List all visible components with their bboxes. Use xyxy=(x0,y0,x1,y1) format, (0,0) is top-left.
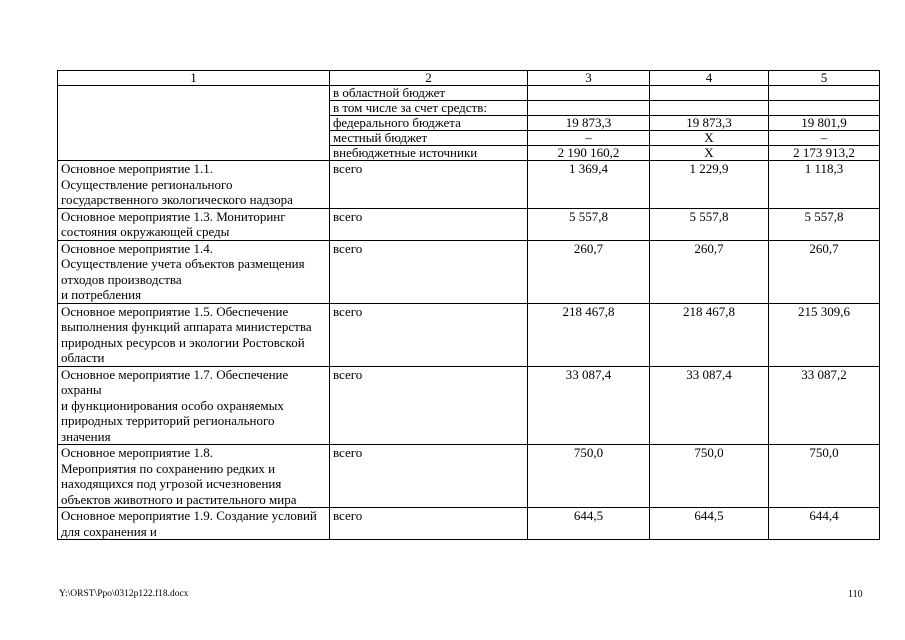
value-cell-3: 19 873,3 xyxy=(528,116,650,131)
value-cell-4 xyxy=(650,101,769,116)
source-cell: всего xyxy=(330,508,528,540)
value-cell-5: 215 309,6 xyxy=(769,303,880,366)
source-cell: в областной бюджет xyxy=(330,86,528,101)
source-cell: всего xyxy=(330,161,528,209)
value-cell-5: 2 173 913,2 xyxy=(769,146,880,161)
value-cell-4: 1 229,9 xyxy=(650,161,769,209)
value-cell-5: 19 801,9 xyxy=(769,116,880,131)
activity-name-cell: Основное мероприятие 1.4. Осуществление учета объектов размещения отходов производства и потребления xyxy=(58,240,330,303)
activity-name-cell: Основное мероприятие 1.3. Мониторинг состояния окружающей среды xyxy=(58,208,330,240)
table-row xyxy=(58,86,880,101)
budget-table xyxy=(57,70,880,540)
value-cell-4: Х xyxy=(650,131,769,146)
value-cell-3: 1 369,4 xyxy=(528,161,650,209)
activity-name-cell: Основное мероприятие 1.5. Обеспечение выполнения функций аппарата министерства природных ресурсов и экологии Ростовской области xyxy=(58,303,330,366)
value-cell-4 xyxy=(650,86,769,101)
source-cell: внебюджетные источники xyxy=(330,146,528,161)
value-cell-5 xyxy=(769,101,880,116)
source-cell: всего xyxy=(330,303,528,366)
activity-name-cell: Основное мероприятие 1.7. Обеспечение охраны и функционирования особо охраняемых природных территорий регионального значения xyxy=(58,366,330,445)
value-cell-5: – xyxy=(769,131,880,146)
value-cell-4: Х xyxy=(650,146,769,161)
value-cell-4: 33 087,4 xyxy=(650,366,769,445)
source-cell: всего xyxy=(330,445,528,508)
value-cell-4: 750,0 xyxy=(650,445,769,508)
table-row xyxy=(58,445,880,508)
value-cell-4: 5 557,8 xyxy=(650,208,769,240)
source-cell: всего xyxy=(330,208,528,240)
header-col-4: 4 xyxy=(650,71,769,86)
value-cell-3: – xyxy=(528,131,650,146)
table-row xyxy=(58,303,880,366)
value-cell-5: 260,7 xyxy=(769,240,880,303)
value-cell-3: 750,0 xyxy=(528,445,650,508)
value-cell-4: 644,5 xyxy=(650,508,769,540)
activity-name-cell: Основное мероприятие 1.8. Мероприятия по сохранению редких и находящихся под угрозой исчезновения объектов животного и растительного мира xyxy=(58,445,330,508)
value-cell-5: 750,0 xyxy=(769,445,880,508)
empty-name-cell xyxy=(58,86,330,161)
header-col-5: 5 xyxy=(769,71,880,86)
source-cell: местный бюджет xyxy=(330,131,528,146)
value-cell-4: 19 873,3 xyxy=(650,116,769,131)
value-cell-3: 644,5 xyxy=(528,508,650,540)
activity-name-cell: Основное мероприятие 1.1. Осуществление регионального государственного экологического надзора xyxy=(58,161,330,209)
header-col-3: 3 xyxy=(528,71,650,86)
activities-body xyxy=(58,161,880,540)
value-cell-3: 218 467,8 xyxy=(528,303,650,366)
value-cell-3: 33 087,4 xyxy=(528,366,650,445)
value-cell-3 xyxy=(528,86,650,101)
value-cell-5: 644,4 xyxy=(769,508,880,540)
source-cell: федерального бюджета xyxy=(330,116,528,131)
source-cell: в том числе за счет средств: xyxy=(330,101,528,116)
table-row xyxy=(58,366,880,445)
table-row xyxy=(58,208,880,240)
header-col-1: 1 xyxy=(58,71,330,86)
value-cell-4: 218 467,8 xyxy=(650,303,769,366)
source-cell: всего xyxy=(330,240,528,303)
activity-name-cell: Основное мероприятие 1.9. Создание условий для сохранения и xyxy=(58,508,330,540)
value-cell-3: 260,7 xyxy=(528,240,650,303)
value-cell-3: 2 190 160,2 xyxy=(528,146,650,161)
table-row xyxy=(58,508,880,540)
table-row xyxy=(58,240,880,303)
value-cell-3 xyxy=(528,101,650,116)
value-cell-5: 1 118,3 xyxy=(769,161,880,209)
value-cell-3: 5 557,8 xyxy=(528,208,650,240)
value-cell-5: 5 557,8 xyxy=(769,208,880,240)
table-row xyxy=(58,161,880,209)
page-number: 110 xyxy=(848,589,863,600)
value-cell-4: 260,7 xyxy=(650,240,769,303)
file-path: Y:\ORST\Ppo\0312p122.f18.docx xyxy=(59,589,189,599)
table-header-row xyxy=(58,71,880,86)
value-cell-5: 33 087,2 xyxy=(769,366,880,445)
header-col-2: 2 xyxy=(330,71,528,86)
value-cell-5 xyxy=(769,86,880,101)
source-cell: всего xyxy=(330,366,528,445)
